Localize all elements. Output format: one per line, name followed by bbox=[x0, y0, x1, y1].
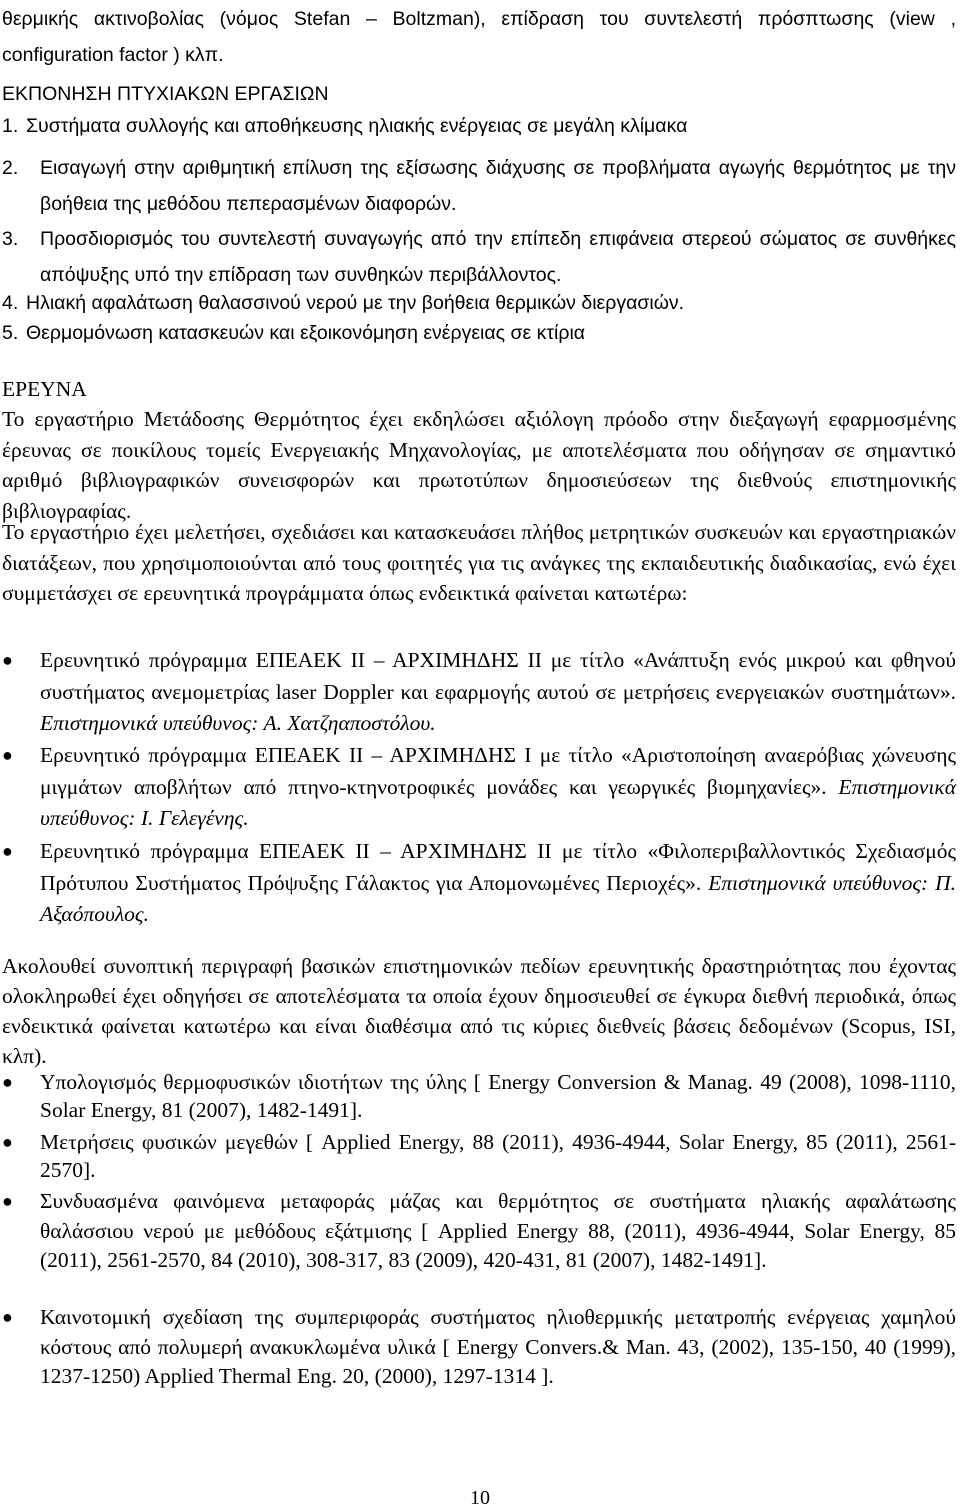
thesis-text: Ηλιακή αφαλάτωση θαλασσινού νερού με την βοήθεια θερμικών διεργασιών. bbox=[26, 292, 685, 314]
bullet-icon: ● bbox=[2, 1132, 13, 1152]
thesis-number: 5. bbox=[2, 322, 19, 344]
program-item bbox=[2, 645, 956, 740]
research-paragraph-1: Το εργαστήριο Μετάδοσης Θερμότητος έχει εκδηλώσει αξιόλογη πρόοδο στην διεξαγωγή εφαρμοσμένης έρευνας σε ποικίλους τομείς Ενεργειακής Μηχανολογίας, με αποτελέσματα που οδήγησαν σε σημαντικό αριθμό βιβλιογραφικών συνεισφορών και πρωτοτύπων δημοσιεύσεων της διεθνούς επιστημονικής βιβλιογραφίας. bbox=[2, 407, 956, 523]
field-text: Καινοτομική σχεδίαση της συμπεριφοράς συστήματος ηλιοθερμικής μετατροπής ενέργειας χαμηλού κόστους από πολυμερή ανακυκλωμένα υλικά [ Energy Convers.& Man. 43, (2002), 135-150, 40 (1999), 1237-1250) Applied Thermal Eng. 20, (2000), 1297-1314 ]. bbox=[40, 1305, 956, 1388]
field-item bbox=[2, 1128, 956, 1184]
bullet-icon: ● bbox=[2, 1191, 13, 1211]
thesis-text: Συστήματα συλλογής και αποθήκευσης ηλιακής ενέργειας σε μεγάλη κλίμακα bbox=[26, 115, 688, 137]
thesis-number: 2. bbox=[2, 157, 19, 179]
thesis-number: 3. bbox=[2, 228, 19, 250]
program-text: Ερευνητικό πρόγραμμα ΕΠΕΑΕΚ ΙΙ – ΑΡΧΙΜΗΔΗΣ ΙΙ με τίτλο «Ανάπτυξη ενός μικρού και φθηνού συστήματος ανεμομετρίας laser Doppler και εφαρμογής αυτού σε μετρήσεις ενεργειακών συστημάτων». bbox=[40, 648, 956, 704]
program-responsible: Επιστημονικά υπεύθυνος: Ι. Γελεγένης. bbox=[40, 774, 956, 830]
page-number: 10 bbox=[470, 1487, 490, 1509]
thesis-item bbox=[2, 113, 956, 139]
field-item bbox=[2, 1068, 956, 1124]
thesis-number: 4. bbox=[2, 292, 19, 314]
program-item bbox=[2, 740, 956, 835]
field-item bbox=[2, 1303, 956, 1392]
research-heading: ΕΡΕΥΝΑ bbox=[2, 377, 87, 401]
thesis-text: Προσδιορισμός του συντελεστή συναγωγής από την επίπεδη επιφάνεια στερεού σώματος σε συνθήκες απόψυξης υπό την επίδραση των συνθηκών περιβάλλοντος. bbox=[40, 228, 956, 286]
program-text: Ερευνητικό πρόγραμμα ΕΠΕΑΕΚ ΙΙ – ΑΡΧΙΜΗΔΗΣ ΙΙ με τίτλο «Φιλοπεριβαλλοντικός Σχεδιασμός Πρότυπου Συστήματος Πρόψυξης Γάλακτος για Απομονωμένες Περιοχές». bbox=[40, 839, 956, 895]
bullet-icon: ● bbox=[2, 841, 13, 861]
intro-paragraph: θερμικής ακτινοβολίας (νόμος Stefan – Boltzman), επίδραση του συντελεστή πρόσπτωσης (view , configuration factor ) κλπ. bbox=[2, 8, 956, 66]
research-paragraph-3: Ακολουθεί συνοπτική περιγραφή βασικών επιστημονικών πεδίων ερευνητικής δραστηριότητας που έχοντας ολοκληρωθεί έχει οδηγήσει σε αποτελέσματα τα οποία έχουν δημοσιευθεί σε έγκυρα διεθνή περιοδικά, όπως ενδεικτικά φαίνεται κατωτέρω και είναι διαθέσιμα από τις κύριες διεθνείς βάσεις δεδομένων (Scopus, ISI, κλπ). bbox=[2, 954, 956, 1068]
thesis-item bbox=[2, 221, 956, 293]
research-paragraph-2: Το εργαστήριο έχει μελετήσει, σχεδιάσει και κατασκευάσει πλήθος μετρητικών συσκευών και εργαστηριακών διατάξεων, που χρησιμοποιούνται από τους φοιτητές για τις ανάγκες της εκπαιδευτικής διαδικασίας, ενώ έχει συμμετάσχει σε ερευνητικά προγράμματα όπως ενδεικτικά φαίνεται κατωτέρω: bbox=[2, 520, 956, 605]
bullet-icon: ● bbox=[2, 1307, 13, 1327]
field-text: Συνδυασμένα φαινόμενα μεταφοράς μάζας και θερμότητος σε συστήματα ηλιακής αφαλάτωσης θαλάσσιου νερού με μεθόδους εξάτμισης [ Applied Energy 88, (2011), 4936-4944, Solar Energy, 85 (2011), 2561-2570, 84 (2010), 308-317, 83 (2009), 420-431, 81 (2007), 1482-1491]. bbox=[40, 1189, 956, 1272]
field-item bbox=[2, 1187, 956, 1276]
bullet-icon: ● bbox=[2, 745, 13, 765]
bullet-icon: ● bbox=[2, 1072, 13, 1092]
program-responsible: Επιστημονικά υπεύθυνος: Π. Αξαόπουλος. bbox=[40, 870, 957, 926]
field-text: Υπολογισμός θερμοφυσικών ιδιοτήτων της ύλης [ Energy Conversion & Manag. 49 (2008), 1098-1110, Solar Energy, 81 (2007), 1482-1491]. bbox=[40, 1070, 956, 1122]
thesis-item bbox=[2, 150, 956, 222]
thesis-item bbox=[2, 290, 956, 316]
program-item bbox=[2, 836, 956, 931]
thesis-text: Θερμομόνωση κατασκευών και εξοικονόμηση ενέργειας σε κτίρια bbox=[26, 322, 586, 344]
theses-heading: ΕΚΠΟΝΗΣΗ ΠΤΥΧΙΑΚΩΝ ΕΡΓΑΣΙΩΝ bbox=[2, 83, 329, 105]
program-responsible: Επιστημονικά υπεύθυνος: Α. Χατζηαποστόλου. bbox=[40, 711, 436, 735]
thesis-text: Εισαγωγή στην αριθμητική επίλυση της εξίσωσης διάχυσης σε προβλήματα αγωγής θερμότητος με την βοήθεια της μεθόδου πεπερασμένων διαφορών. bbox=[40, 157, 956, 215]
field-text: Μετρήσεις φυσικών μεγεθών [ Applied Energy, 88 (2011), 4936-4944, Solar Energy, 85 (2011), 2561-2570]. bbox=[40, 1130, 956, 1182]
bullet-icon: ● bbox=[2, 650, 13, 670]
program-text: Ερευνητικό πρόγραμμα ΕΠΕΑΕΚ ΙΙ – ΑΡΧΙΜΗΔΗΣ Ι με τίτλο «Αριστοποίηση αναερόβιας χώνευσης μιγμάτων αποβλήτων από πτηνο-κτηνοτροφικές μονάδες και γεωργικές βιομηχανίες». bbox=[40, 743, 956, 799]
thesis-number: 1. bbox=[2, 115, 19, 137]
thesis-item bbox=[2, 320, 956, 346]
